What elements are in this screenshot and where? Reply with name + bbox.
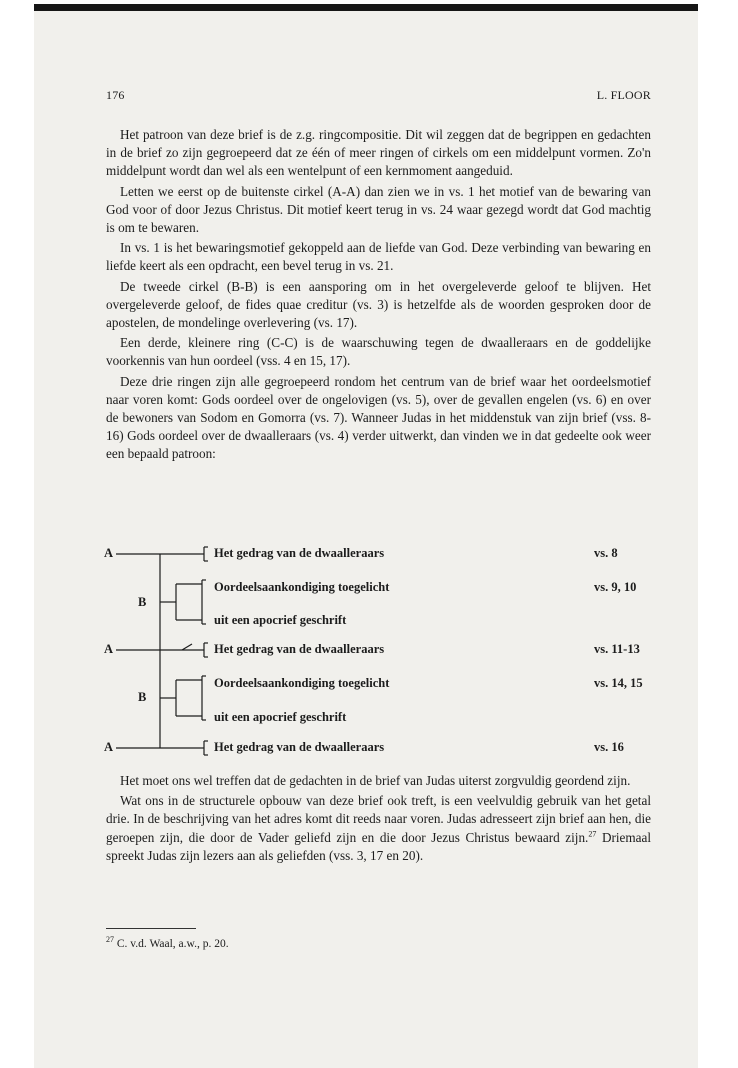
page-number: 176 <box>106 88 125 102</box>
diagram-label: Oordeelsaankondiging toegelicht <box>214 580 390 594</box>
diagram-letter-a: A <box>104 740 114 754</box>
diagram-letter-b: B <box>138 595 147 609</box>
ring-structure-diagram <box>106 540 651 760</box>
paragraph: Een derde, kleinere ring (C-C) is de waarschuwing tegen de dwaalleraars en de goddelijke voorkennis van hun oordeel (vss. 4 en 15, 17). <box>106 335 651 369</box>
paragraph: Het patroon van deze brief is de z.g. ringcompositie. Dit wil zeggen dat de begrippen en gedachten in de brief zo zijn gegroepeerd dat ze één of meer ringen of cirkels om een middelpunt vormen. Zo'n middelpunt wordt dan wel als een wentelpunt of een kernmoment aangeduid. <box>106 127 651 179</box>
running-author: L. FLOOR <box>596 88 651 102</box>
paragraph: Letten we eerst op de buitenste cirkel (A-A) dan zien we in vs. 1 het motief van de bewaring van God voor of door Jezus Christus. Dit motief keert terug in vs. 24 waar gezegd wordt dat God machtig is om te bewaren. <box>106 183 651 236</box>
footnote-marker[interactable]: 27 <box>588 829 597 839</box>
footnote-rule <box>106 928 196 929</box>
footnote <box>106 935 229 950</box>
diagram-label: Het gedrag van de dwaalleraars <box>214 546 385 560</box>
paragraph-text: Wat ons in de structurele opbouw van deze brief ook treft, is een veelvuldig gebruik van het getal drie. In de beschrijving van het adres komt dit reeds naar voren. Judas adresseert zijn brief aan hen, die geroepen zijn, die door de Vader geliefd zijn en die door Jezus Christus bewaard zijn. <box>106 793 651 845</box>
diagram-letter-b: B <box>138 690 147 704</box>
paragraph: De tweede cirkel (B-B) is een aansporing om in het overgeleverde geloof te blijven. Het overgeleverde geloof, de fides quae creditur (vs. 3) is hetzelfde als de woorden gesproken door de apostelen, de mondelinge overlevering (vs. 17). <box>106 278 651 331</box>
paragraph: Deze drie ringen zijn alle gegroepeerd rondom het centrum van de brief waar het oordeelsmotief naar voren komt: Gods oordeel over de ongelovigen (vs. 5), over de gevallen engelen (vs. 6) en over de bewoners van Sodom en Gomorra (vs. 7). Wanneer Judas in het middenstuk van zijn brief (vss. 8-16) Gods oordeel over de dwaalleraars (vs. 4) verder uitwerkt, dan vinden we in dat gedeelte ook weer een bepaald patroon: <box>106 373 651 462</box>
body-text-continued <box>106 772 651 867</box>
paragraph: Het moet ons wel treffen dat de gedachten in de brief van Judas uiterst zorgvuldig geordend zijn. <box>120 773 631 788</box>
paragraph: In vs. 1 is het bewaringsmotief gekoppeld aan de liefde van God. Deze verbinding van bewaring en liefde keert als een opdracht, een bevel terug in vs. 21. <box>106 240 651 274</box>
diagram-letter-a: A <box>104 642 114 656</box>
diagram-label: uit een apocrief geschrift <box>214 710 347 724</box>
diagram-label: Het gedrag van de dwaalleraars <box>214 642 385 656</box>
footnote-number: 27 <box>106 935 114 945</box>
diagram-verse: vs. 16 <box>594 740 624 754</box>
body-text <box>106 126 651 466</box>
diagram-label: uit een apocrief geschrift <box>214 613 347 627</box>
diagram-letter-a: A <box>104 546 114 560</box>
paragraph <box>106 792 651 865</box>
diagram-verse: vs. 14, 15 <box>594 676 643 690</box>
diagram-label: Oordeelsaankondiging toegelicht <box>214 676 390 690</box>
paragraph-text: Driemaal spreekt Judas zijn lezers aan als geliefden (vss. 3, 17 en 20). <box>106 829 651 863</box>
footnote-text: C. v.d. Waal, a.w., p. 20. <box>116 938 229 950</box>
diagram-verse: vs. 11-13 <box>594 642 640 656</box>
diagram-label: Het gedrag van de dwaalleraars <box>214 740 385 754</box>
diagram-verse: vs. 8 <box>594 546 618 560</box>
diagram-verse: vs. 9, 10 <box>594 580 637 594</box>
